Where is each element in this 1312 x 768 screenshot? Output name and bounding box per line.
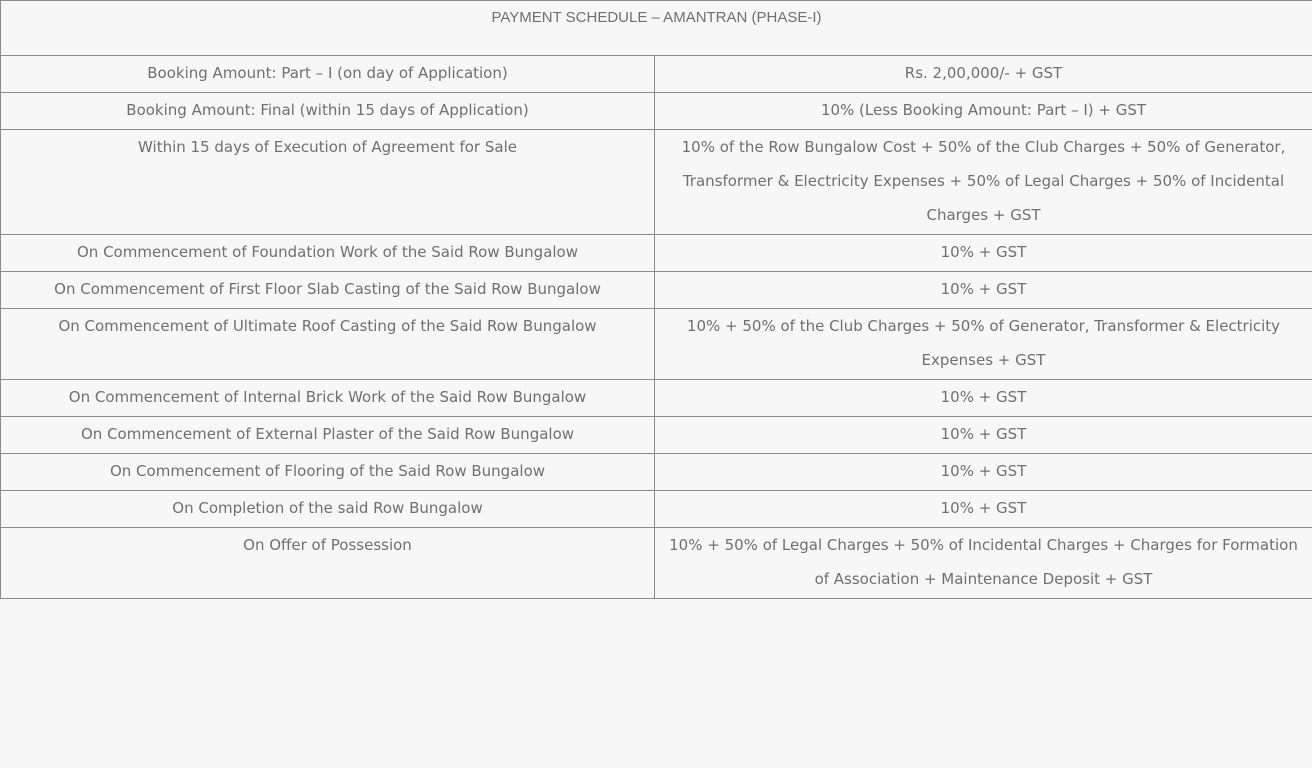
table-row [1, 309, 1312, 380]
stage-cell: On Commencement of Flooring of the Said Row Bungalow [1, 454, 655, 491]
table-row [1, 272, 1312, 309]
table-row [1, 454, 1312, 491]
amount-cell: 10% + GST [655, 491, 1312, 528]
table-row [1, 528, 1312, 599]
stage-cell: On Commencement of First Floor Slab Casting of the Said Row Bungalow [1, 272, 655, 309]
amount-cell: 10% + GST [655, 380, 1312, 417]
amount-cell: Rs. 2,00,000/- + GST [655, 56, 1312, 93]
table-row [1, 130, 1312, 235]
stage-cell: Booking Amount: Final (within 15 days of Application) [1, 93, 655, 130]
stage-cell: On Commencement of Ultimate Roof Casting of the Said Row Bungalow [1, 309, 655, 380]
table-row [1, 56, 1312, 93]
amount-cell: 10% (Less Booking Amount: Part – I) + GST [655, 93, 1312, 130]
table-row [1, 491, 1312, 528]
stage-cell: Booking Amount: Part – I (on day of Application) [1, 56, 655, 93]
stage-cell: On Commencement of Foundation Work of the Said Row Bungalow [1, 235, 655, 272]
table-row [1, 93, 1312, 130]
stage-cell: On Offer of Possession [1, 528, 655, 599]
amount-cell: 10% + GST [655, 272, 1312, 309]
amount-cell: 10% + GST [655, 454, 1312, 491]
table-header-row [1, 1, 1312, 56]
amount-cell: 10% + 50% of Legal Charges + 50% of Incidental Charges + Charges for Formation of Association + Maintenance Deposit + GST [655, 528, 1312, 599]
stage-cell: Within 15 days of Execution of Agreement for Sale [1, 130, 655, 235]
table-row [1, 417, 1312, 454]
stage-cell: On Commencement of External Plaster of the Said Row Bungalow [1, 417, 655, 454]
amount-cell: 10% of the Row Bungalow Cost + 50% of the Club Charges + 50% of Generator, Transformer & Electricity Expenses + 50% of Legal Charges + 50% of Incidental Charges + GST [655, 130, 1312, 235]
table-row [1, 380, 1312, 417]
table-title: PAYMENT SCHEDULE – AMANTRAN (PHASE-I) [1, 1, 1312, 56]
table-row [1, 235, 1312, 272]
stage-cell: On Commencement of Internal Brick Work of the Said Row Bungalow [1, 380, 655, 417]
amount-cell: 10% + GST [655, 235, 1312, 272]
stage-cell: On Completion of the said Row Bungalow [1, 491, 655, 528]
amount-cell: 10% + 50% of the Club Charges + 50% of Generator, Transformer & Electricity Expenses + GST [655, 309, 1312, 380]
amount-cell: 10% + GST [655, 417, 1312, 454]
